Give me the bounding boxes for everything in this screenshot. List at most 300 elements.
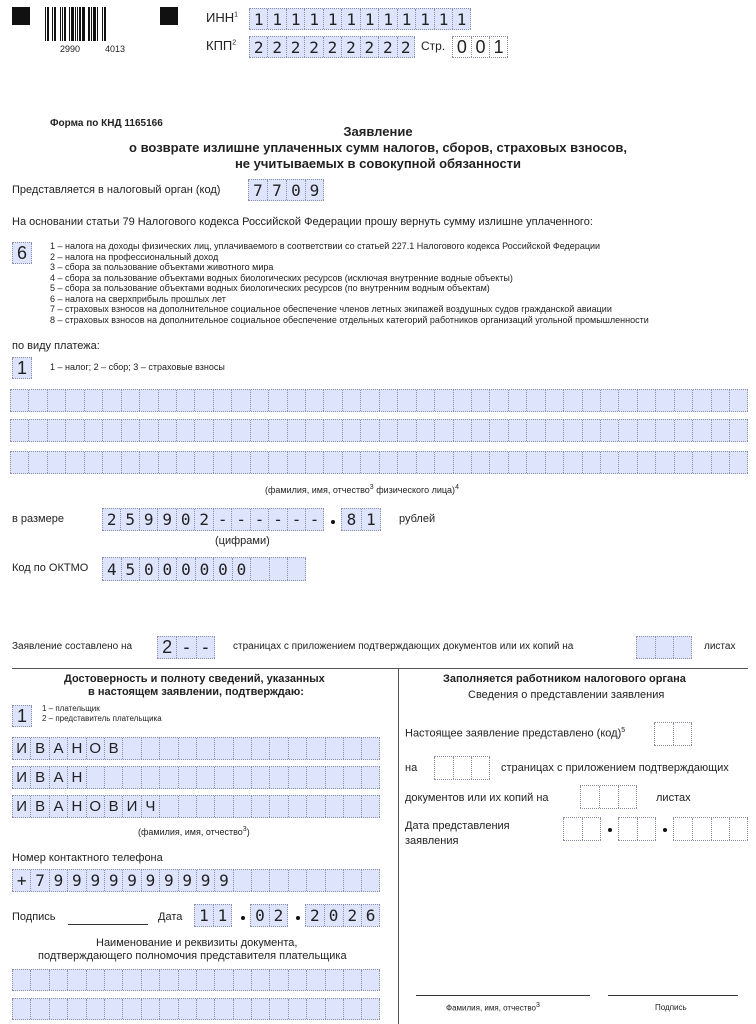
pages-middle-label: страницах с приложением подтверждающих документов или их копий на [233,641,574,652]
char-cell: 2 [305,905,324,926]
char-cell [84,420,102,441]
char-cell: - [268,509,286,530]
submission-code-field[interactable] [654,722,692,746]
char-cell [325,767,343,788]
char-cell [637,452,655,473]
char-cell: 2 [194,509,212,530]
char-cell: 1 [341,9,359,29]
basis-text: На основании статьи 79 Налогового кодекса Российской Федерации прошу вернуть сумму излишне уплаченного: [12,216,593,228]
char-cell [250,558,269,580]
char-cell [692,390,710,411]
char-cell [233,796,251,817]
char-cell [194,420,212,441]
char-cell [178,999,196,1019]
char-cell: 2 [343,905,362,926]
char-cell [287,452,305,473]
char-cell [325,796,343,817]
char-cell [379,452,397,473]
char-cell [196,970,214,990]
char-cell: 2 [341,37,359,57]
amount-caption: (цифрами) [215,535,270,547]
official-date-label-2: заявления [405,835,459,847]
doc-details-row-2[interactable] [12,998,380,1020]
char-cell [674,420,692,441]
char-cell: 1 [12,706,32,726]
char-cell: 0 [324,905,343,926]
char-cell [434,757,453,779]
char-cell [268,452,286,473]
char-cell: И [12,738,30,759]
basis-option-2: 2 – налога на профессиональный доход [50,251,219,262]
char-cell [233,738,251,759]
char-cell [28,452,46,473]
char-cell [655,452,673,473]
pages-prefix-label: Заявление составлено на [12,641,133,652]
char-cell [361,970,379,990]
payment-type-label: по виду платежа: [12,340,100,352]
payment-type-field[interactable] [12,357,32,379]
char-cell [361,767,379,788]
char-cell: 8 [341,509,361,530]
registration-mark-left [12,7,30,25]
barcode-number-left: 2990 [60,44,81,54]
char-cell [139,390,157,411]
char-cell [288,738,306,759]
confirmer-option-2: 2 – представитель плательщика [42,714,162,723]
char-cell: 9 [67,870,85,891]
char-cell [434,420,452,441]
char-cell [453,390,471,411]
char-cell: 0 [471,37,490,57]
char-cell [563,818,582,840]
char-cell [600,390,618,411]
char-cell [194,390,212,411]
official-pages-label: страницах с приложением подтверждающих [501,762,729,774]
char-cell [379,390,397,411]
char-cell [361,999,379,1019]
official-date-separator-1 [608,828,612,832]
char-cell: 0 [176,509,194,530]
char-cell: 1 [213,905,232,926]
char-cell [655,390,673,411]
date-separator-2 [296,916,300,920]
official-fio-caption: Фамилия, имя, отчество$^3$ [446,1002,540,1013]
date-month-field[interactable] [250,904,288,927]
char-cell: А [49,767,67,788]
char-cell [343,999,361,1019]
char-cell [287,420,305,441]
official-sheets-label: листах [656,792,691,804]
char-cell [47,420,65,441]
char-cell: 1 [267,9,285,29]
char-cell: 1 [304,9,322,29]
char-cell [196,796,214,817]
char-cell [159,999,177,1019]
char-cell [176,452,194,473]
confirmer-type-field[interactable] [12,705,32,727]
char-cell [158,452,176,473]
char-cell: А [49,738,67,759]
char-cell [251,970,269,990]
char-cell [231,420,249,441]
char-cell: 1 [249,9,267,29]
char-cell: И [12,796,30,817]
char-cell [86,999,104,1019]
char-cell [563,452,581,473]
char-cell [288,970,306,990]
char-cell [306,796,324,817]
basis-code-field[interactable] [12,242,32,264]
char-cell: 2 [286,37,304,57]
char-cell [233,999,251,1019]
char-cell [582,390,600,411]
char-cell [250,420,268,441]
tax-authority-label: Представляется в налоговый орган (код) [12,184,221,196]
char-cell [30,970,48,990]
char-cell [233,870,251,891]
char-cell [323,390,341,411]
char-cell [618,452,636,473]
char-cell [360,452,378,473]
basis-option-7: 7 – страховых взносов на дополнительное социальное обеспечение членов летных экипажей воздушных судов гражданской авиации [50,304,612,314]
char-cell [654,723,673,745]
char-cell [306,970,324,990]
char-cell [12,999,30,1019]
char-cell: Н [67,767,85,788]
official-signature-line[interactable] [608,995,738,996]
char-cell [268,390,286,411]
char-cell [416,452,434,473]
char-cell [158,390,176,411]
char-cell: - [196,637,215,658]
signature-line[interactable] [68,924,148,925]
registration-mark-right [160,7,178,25]
char-cell [636,637,655,658]
amount-decimal-point [331,520,335,524]
char-cell: 2 [269,905,288,926]
official-sheet-count-field[interactable] [580,785,637,809]
char-cell [141,970,159,990]
form-subtitle-2: не учитываемых в совокупной обязанности [234,156,522,171]
kpp-field[interactable] [249,36,415,58]
char-cell [231,452,249,473]
char-cell: 5 [121,558,140,580]
char-cell: О [86,738,104,759]
oktmo-field[interactable] [102,557,306,581]
char-cell: 0 [250,905,269,926]
official-page-count-field[interactable] [434,756,490,780]
char-cell: 2 [267,37,285,57]
char-cell [10,420,28,441]
char-cell [141,738,159,759]
char-cell [288,870,306,891]
char-cell: В [104,738,122,759]
char-cell [729,452,747,473]
char-cell [10,390,28,411]
char-cell [176,420,194,441]
official-date-day-field[interactable] [563,817,601,841]
char-cell [251,870,269,891]
char-cell: 2 [397,37,415,57]
char-cell [231,390,249,411]
official-docs-label: документов или их копий на [405,792,549,804]
sheets-label: листах [704,641,736,652]
char-cell [139,452,157,473]
barcode [45,7,107,41]
char-cell [159,767,177,788]
char-cell [269,999,287,1019]
char-cell: Н [67,738,85,759]
char-cell [360,390,378,411]
char-cell [379,420,397,441]
char-cell [159,970,177,990]
form-subtitle-1: о возврате излишне уплаченных сумм налогов, сборов, страховых взносов, [129,140,627,155]
char-cell: 0 [195,558,214,580]
char-cell [213,390,231,411]
char-cell: 2 [304,37,322,57]
char-cell: 1 [452,9,470,29]
char-cell [471,452,489,473]
char-cell [360,420,378,441]
char-cell [434,390,452,411]
char-cell: 1 [489,37,508,57]
char-cell: 0 [158,558,177,580]
kpp-label: КПП$^2$ [206,38,237,53]
char-cell [102,452,120,473]
char-cell: 9 [49,870,67,891]
page-number-field[interactable] [452,36,508,58]
char-cell [600,452,618,473]
char-cell [674,390,692,411]
official-on-label: на [405,762,418,774]
date-year-field[interactable] [305,904,380,927]
char-cell [214,738,232,759]
char-cell [306,738,324,759]
char-cell [268,420,286,441]
char-cell [305,390,323,411]
char-cell: 1 [286,9,304,29]
confirm-heading-2: в настоящем заявлении, подтверждаю: [88,686,304,698]
char-cell [342,390,360,411]
char-cell [692,420,710,441]
char-cell [361,870,379,891]
char-cell: 1 [378,9,396,29]
char-cell [269,558,288,580]
phone-field[interactable] [12,869,380,892]
char-cell [213,420,231,441]
section-divider-horizontal [12,668,748,669]
char-cell [582,420,600,441]
char-cell [306,870,324,891]
char-cell: И [122,796,140,817]
person-name-row-3[interactable] [10,451,748,474]
person-name-row-1[interactable] [10,389,748,412]
char-cell [434,452,452,473]
char-cell [65,390,83,411]
char-cell: 7 [267,180,286,200]
char-cell [563,390,581,411]
char-cell [361,738,379,759]
char-cell: 9 [196,870,214,891]
char-cell [342,420,360,441]
char-cell [86,767,104,788]
doc-heading-2: подтверждающего полномочия представителя плательщика [38,950,347,962]
char-cell: В [30,738,48,759]
char-cell [618,390,636,411]
tax-authority-code-field[interactable] [248,179,324,201]
official-date-year-field[interactable] [673,817,748,841]
char-cell [251,767,269,788]
char-cell [250,452,268,473]
char-cell [618,420,636,441]
signature-label: Подпись [12,911,56,923]
char-cell: - [250,509,268,530]
amount-rubles-field[interactable] [102,508,324,531]
char-cell [323,420,341,441]
person-name-row-2[interactable] [10,419,748,442]
char-cell [508,452,526,473]
char-cell [251,999,269,1019]
char-cell [28,390,46,411]
char-cell: 9 [159,870,177,891]
char-cell: 0 [176,558,195,580]
char-cell: - [213,509,231,530]
char-cell: О [86,796,104,817]
char-cell: 9 [157,509,175,530]
basis-option-5: 5 – сбора за пользование объектами водных биологических ресурсов (по внутренним водным объектам) [50,283,490,293]
page-label: Стр. [421,39,446,53]
char-cell: - [176,637,195,658]
char-cell: Н [67,796,85,817]
payment-type-hint: 1 – налог; 2 – сбор; 3 – страховые взносы [50,362,225,372]
char-cell [306,999,324,1019]
char-cell [343,796,361,817]
char-cell [416,390,434,411]
char-cell [47,452,65,473]
char-cell: 7 [30,870,48,891]
page-count-field[interactable] [157,636,215,659]
official-date-month-field[interactable] [618,817,656,841]
char-cell [250,390,268,411]
first-name-field[interactable] [12,766,380,789]
basis-option-6: 6 – налога на сверхприбыль прошлых лет [50,293,226,304]
char-cell: И [12,767,30,788]
char-cell: 2 [378,37,396,57]
inn-field[interactable] [249,8,471,30]
char-cell [600,420,618,441]
char-cell: 6 [361,905,380,926]
char-cell [30,999,48,1019]
char-cell [28,420,46,441]
char-cell [288,767,306,788]
char-cell [269,870,287,891]
char-cell [655,420,673,441]
date-day-field[interactable] [194,904,232,927]
char-cell: 1 [434,9,452,29]
patronymic-field[interactable] [12,795,380,818]
char-cell [729,420,747,441]
char-cell: 2 [249,37,267,57]
inn-label: ИНН$^1$ [206,10,239,25]
char-cell [618,818,637,840]
phone-label: Номер контактного телефона [12,852,163,864]
char-cell [121,452,139,473]
currency-label: рублей [399,513,436,525]
char-cell [214,970,232,990]
char-cell [526,390,544,411]
char-cell [673,818,692,840]
surname-field[interactable] [12,737,380,760]
char-cell [563,420,581,441]
char-cell [196,999,214,1019]
char-cell [178,738,196,759]
char-cell [214,999,232,1019]
char-cell [729,818,748,840]
date-label: Дата [158,911,183,923]
confirmer-option-1: 1 – плательщик [42,704,100,713]
char-cell: 2 [157,637,176,658]
char-cell [102,420,120,441]
char-cell: 9 [122,870,140,891]
char-cell [159,738,177,759]
char-cell [342,452,360,473]
char-cell [526,420,544,441]
oktmo-label: Код по ОКТМО [12,562,89,574]
char-cell [269,767,287,788]
char-cell [269,738,287,759]
char-cell [233,970,251,990]
fio-caption: (фамилия, имя, отчество$^3$) [138,826,250,837]
char-cell [397,390,415,411]
char-cell: 0 [286,180,305,200]
char-cell [269,796,287,817]
char-cell [122,970,140,990]
char-cell [545,452,563,473]
basis-option-3: 3 – сбора за пользование объектами животного мира [50,262,274,272]
char-cell [545,420,563,441]
char-cell [305,420,323,441]
sheet-count-field[interactable] [636,636,692,659]
char-cell [711,390,729,411]
char-cell: 0 [213,558,232,580]
char-cell [86,970,104,990]
char-cell [471,390,489,411]
char-cell: 0 [139,558,158,580]
char-cell [102,390,120,411]
official-subheading: Сведения о представлении заявления [468,689,665,701]
char-cell: 2 [323,37,341,57]
doc-details-row-1[interactable] [12,969,380,991]
char-cell [67,970,85,990]
char-cell [196,738,214,759]
official-fio-line[interactable] [416,995,590,996]
char-cell [711,420,729,441]
char-cell [655,637,674,658]
char-cell: 9 [214,870,232,891]
char-cell [673,723,692,745]
char-cell: 6 [12,243,32,263]
char-cell [637,390,655,411]
char-cell [141,999,159,1019]
char-cell [49,970,67,990]
char-cell: - [305,509,323,530]
char-cell [637,420,655,441]
amount-kopecks-field[interactable] [341,508,381,531]
char-cell: 2 [102,509,120,530]
char-cell [84,452,102,473]
char-cell: 1 [194,905,213,926]
char-cell [692,452,710,473]
